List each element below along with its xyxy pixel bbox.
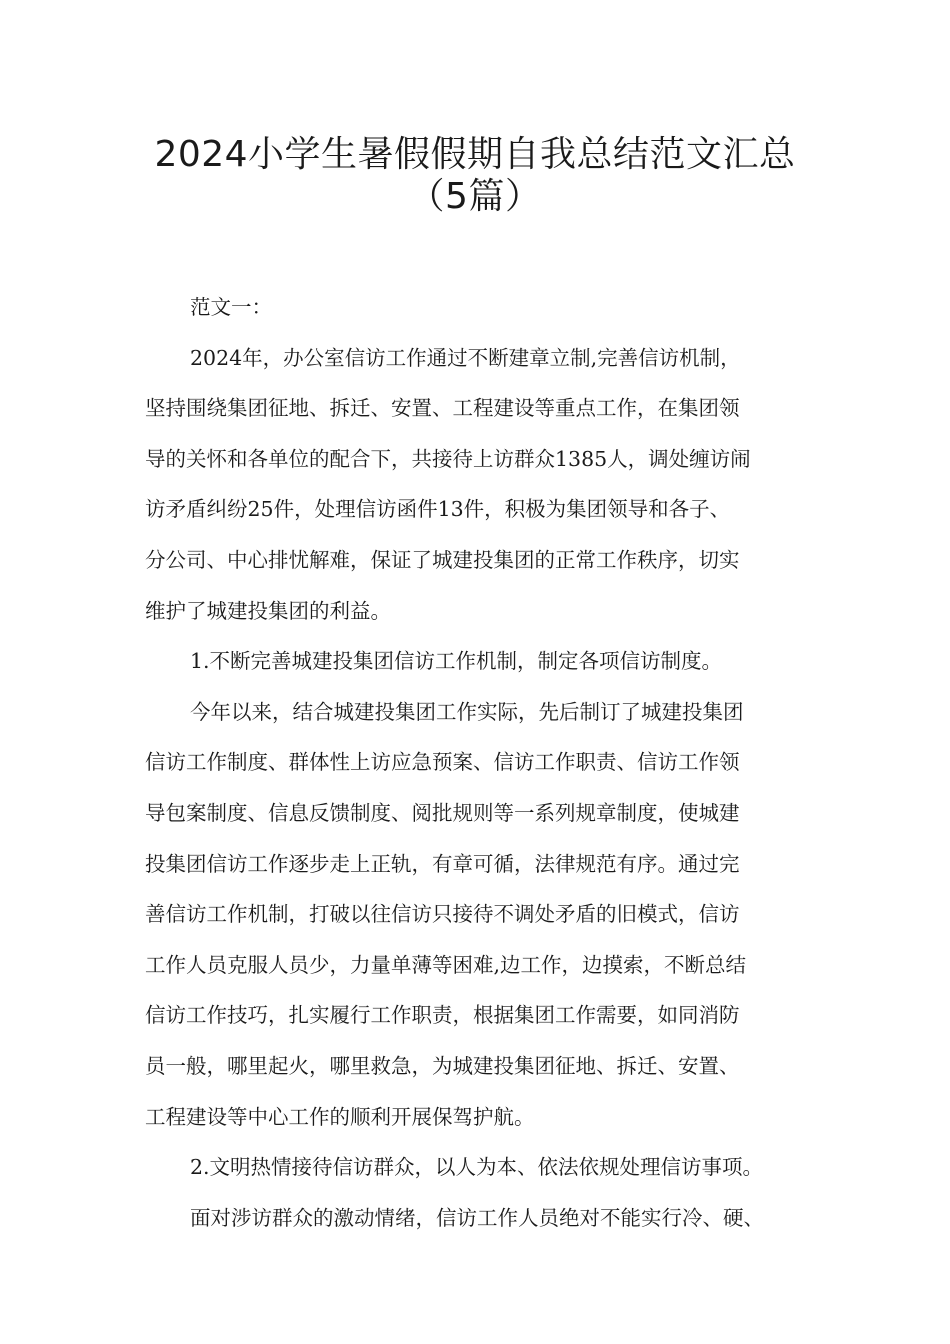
section-heading: 范文一： xyxy=(190,295,272,319)
numbered-heading: 1.不断完善城建投集团信访工作机制，制定各项信访制度。 xyxy=(190,649,723,674)
document-title-line-1: 2024小学生暑假假期自我总结范文汇总 xyxy=(154,134,796,175)
paragraph-line: 面对涉访群众的激动情绪，信访工作人员绝对不能实行冷、硬、 xyxy=(190,1205,764,1230)
paragraph-line: 导包案制度、信息反馈制度、阅批规则等一系列规章制度，使城建 xyxy=(145,800,740,825)
paragraph-line: 信访工作技巧，扎实履行工作职责，根据集团工作需要，如同消防 xyxy=(145,1003,740,1028)
paragraph-line: 员一般，哪里起火，哪里救急，为城建投集团征地、拆迁、安置、 xyxy=(145,1053,740,1078)
paragraph-line: 维护了城建投集团的利益。 xyxy=(145,598,391,623)
paragraph-line: 坚持围绕集团征地、拆迁、安置、工程建设等重点工作，在集团领 xyxy=(145,396,740,421)
paragraph-line: 今年以来，结合城建投集团工作实际，先后制订了城建投集团 xyxy=(190,699,744,724)
paragraph-line: 分公司、中心排忧解难，保证了城建投集团的正常工作秩序，切实 xyxy=(145,547,740,572)
paragraph-line: 2024年，办公室信访工作通过不断建章立制,完善信访机制， xyxy=(190,345,741,370)
numbered-heading: 2.文明热情接待信访群众，以人为本、依法依规处理信访事项。 xyxy=(190,1155,764,1180)
paragraph-line: 工程建设等中心工作的顺利开展保驾护航。 xyxy=(145,1104,535,1129)
paragraph-line: 信访工作制度、群体性上访应急预案、信访工作职责、信访工作领 xyxy=(145,750,740,775)
paragraph-line: 投集团信访工作逐步走上正轨，有章可循，法律规范有序。通过完 xyxy=(145,851,740,876)
paragraph-line: 工作人员克服人员少，力量单薄等困难,边工作，边摸索，不断总结 xyxy=(145,952,747,977)
document-title-line-2: （5篇） xyxy=(408,176,542,217)
document-body xyxy=(145,282,813,1243)
paragraph-line: 导的关怀和各单位的配合下，共接待上访群众1385人，调处缠访闹 xyxy=(145,446,751,471)
paragraph-line: 善信访工作机制，打破以往信访只接待不调处矛盾的旧模式，信访 xyxy=(145,902,740,927)
paragraph-line: 访矛盾纠纷25件，处理信访函件13件，积极为集团领导和各子、 xyxy=(145,497,731,522)
